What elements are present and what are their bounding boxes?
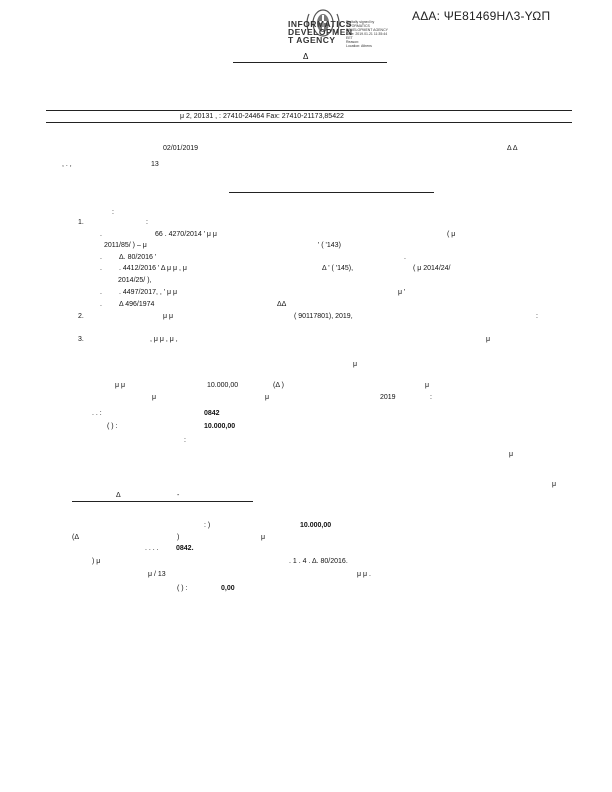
stamp-line-1: INFORMATICS [288, 19, 352, 29]
center-mu: μ [353, 361, 358, 368]
s2-line3-code: 0842. [176, 545, 194, 552]
sub-line-text: 66 . 4270/2014 ' μ μ [155, 231, 217, 238]
sub-line-right: μ ' [398, 289, 406, 296]
item2-number: 2. [78, 313, 84, 320]
sig-line: DEVELOPMENT AGENCY [346, 28, 388, 32]
sub-line-text: Δ 496/1974 [119, 301, 155, 308]
sub-line-right: . [404, 254, 406, 261]
title-rule [229, 192, 434, 193]
signature-stamp [288, 20, 353, 44]
address-top-rule [46, 110, 572, 111]
section2-heading-dash: - [177, 492, 180, 499]
ada-code: ΑΔΑ: ΨΕ81469ΗΛ3-ΥΩΠ [412, 9, 551, 23]
s2-line6-value: 0,00 [221, 585, 235, 592]
amount-right-mu: μ [425, 382, 430, 389]
sub-bullet: . [100, 231, 102, 238]
sub-line-text: 2014/25/ ), [118, 277, 152, 284]
item2-text: μ μ [163, 313, 174, 320]
address-line: μ 2, 20131 , : 27410-24464 Fax: 27410-21173,85422 [180, 113, 344, 120]
stamp-line-3: T AGENCY [288, 35, 336, 45]
year-mid: μ [265, 394, 270, 401]
sub-bullet: . [100, 254, 102, 261]
document-date: 02/01/2019 [163, 145, 199, 152]
s2-line5-right: μ μ . [357, 571, 371, 578]
sig-line: EET [346, 36, 353, 40]
item1-colon: : [146, 219, 148, 226]
section2-heading-left: Δ [116, 492, 121, 499]
stamp-line-2: DEVELOPMEN [288, 27, 353, 37]
sub-bullet: . [100, 301, 102, 308]
colon-line: : [184, 437, 186, 444]
sig-line: Reason: [346, 40, 360, 44]
s2-line5-left: μ / 13 [148, 571, 166, 578]
s2-line2-mid: ) [177, 534, 180, 541]
signature-details [346, 20, 388, 48]
s2-line4-right: . 1 . 4 . Δ. 80/2016. [289, 558, 348, 565]
right-mu-1: μ [509, 451, 514, 458]
intro-line2-num: 13 [151, 161, 159, 168]
intro-right-mark: Δ Δ [507, 145, 518, 152]
body-colon: : [112, 209, 114, 216]
sub-line-right: ΔΔ [277, 301, 287, 308]
item2-mid: ( 90117801), 2019, [294, 313, 353, 320]
item3-text: , μ μ , μ , [150, 336, 178, 343]
header-rule [233, 62, 387, 63]
s2-line4-left: ) μ [92, 558, 101, 565]
year-left: μ [152, 394, 157, 401]
address-bottom-rule [46, 122, 572, 123]
s2-line2-mu: μ [261, 534, 266, 541]
s2-line1-value: 10.000,00 [300, 522, 332, 529]
sub-line-right: Δ ' ( '145), [322, 265, 354, 272]
amount-mid: (Δ ) [273, 382, 284, 389]
item2-end: : [536, 313, 538, 320]
sig-line: Location: Athens [346, 44, 372, 48]
sub-bullet: . [100, 289, 102, 296]
s2-line3-prefix: . . . . [145, 545, 159, 552]
year-colon: : [430, 394, 432, 401]
sub-line-right: ' ( '143) [318, 242, 341, 249]
right-mu-2: μ [552, 481, 557, 488]
budget-year: 2019 [380, 394, 396, 401]
sub-line-right: ( μ 2014/24/ [413, 265, 451, 272]
intro-line2-left: , . , [62, 161, 72, 168]
amount-value: 10.000,00 [207, 382, 239, 389]
kae-prefix: . . : [92, 410, 102, 417]
sum-prefix: ( ) : [107, 423, 118, 430]
sig-line: Date: 2019.01.21 11:35:44 [346, 32, 388, 36]
s2-line1-prefix: : ) [204, 522, 211, 529]
item3-number: 3. [78, 336, 84, 343]
sum-value: 10.000,00 [204, 423, 236, 430]
sub-line-text: 2011/85/ ) – μ [104, 242, 147, 249]
sub-line-text: . 4412/2016 ' Δ μ μ , μ [119, 265, 187, 272]
item1-number: 1. [78, 219, 84, 226]
sub-line-right: ( μ [447, 231, 456, 238]
sig-line: Digitally signed by [346, 20, 375, 24]
sub-line-text: . 4497/2017, , ' μ μ [119, 289, 178, 296]
s2-line6-prefix: ( ) : [177, 585, 188, 592]
item3-end: μ [486, 336, 491, 343]
sub-bullet: . [100, 265, 102, 272]
section2-rule [72, 501, 253, 502]
kae-code: 0842 [204, 410, 220, 417]
sig-line: INFORMATICS [346, 24, 370, 28]
amount-left: μ μ [115, 382, 126, 389]
sub-line-text: Δ. 80/2016 ' [119, 254, 157, 261]
s2-line2-left: (Δ [72, 534, 80, 541]
header-delta: Δ [303, 52, 309, 61]
